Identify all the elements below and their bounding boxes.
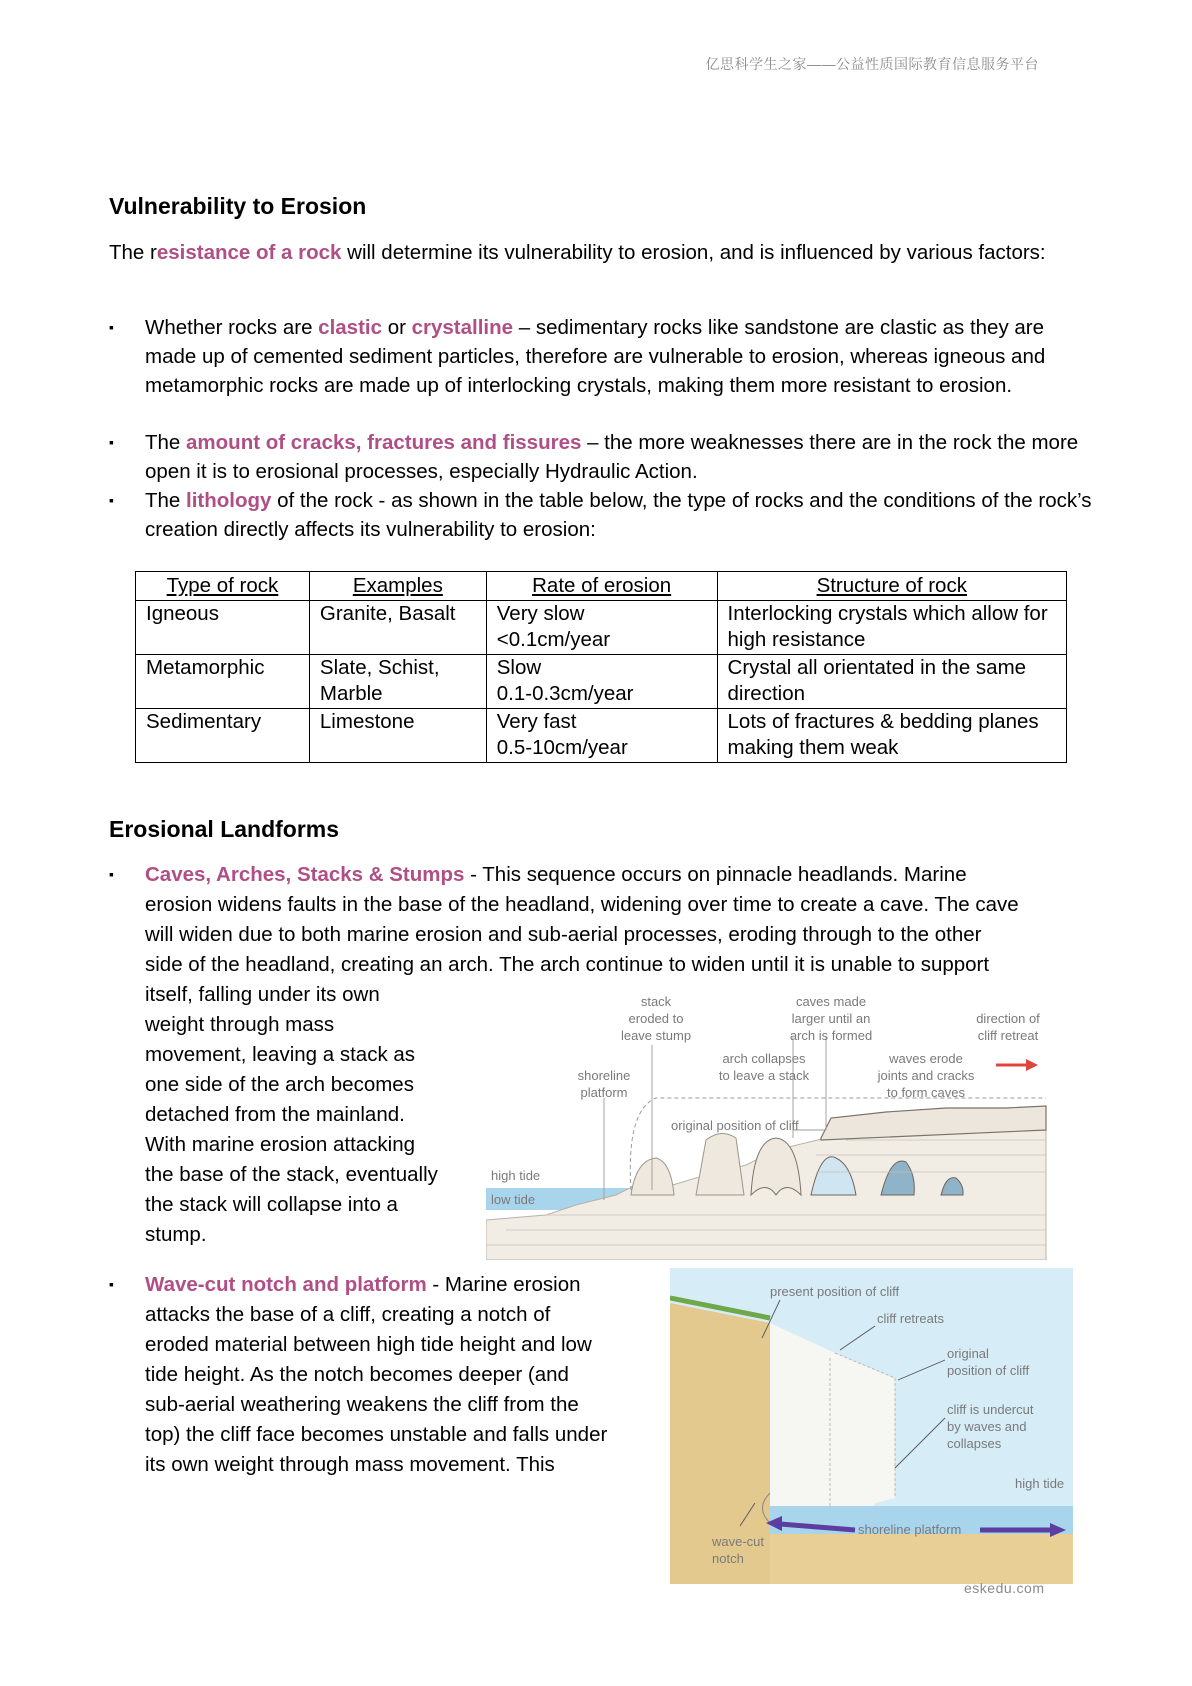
intro-highlight: esistance of a rock [156,241,342,264]
bullet-highlight: lithology [186,489,272,512]
caves-line: - This sequence occurs on pinnacle headlands. Marine [464,863,967,886]
bullet-text: of the rock - as shown in the table below, the type of rocks and the conditions of the rock’s creation directly affects its vulnerability to erosion: [145,489,1092,541]
notch-line: sub-aerial weathering weakens the cliff from the [145,1393,579,1416]
label-direction-retreat: direction of cliff retreat [976,1011,1040,1043]
header-site-title: 亿思科学生之家——公益性质国际教育信息服务平台 [705,56,1039,72]
rate-value: 0.5-10cm/year [496,736,628,759]
table-cell-structure: Crystal all orientated in the same direction [717,655,1066,709]
notch-line: attacks the base of a cliff, creating a notch of [145,1303,551,1326]
bullet-text: Whether rocks are [145,316,319,339]
bullet-highlight: crystalline [411,316,514,339]
label-wave-cut-notch: wave-cut notch [712,1534,765,1566]
table-cell-type: Metamorphic [136,655,310,709]
headland-erosion-diagram [486,990,1066,1260]
label-present-position: present position of cliff [770,1284,900,1299]
caves-line: itself, falling under its own [145,983,380,1006]
caves-line: erosion widens faults in the base of the headland, widening over time to create a cave. The cave [145,893,1019,916]
caves-line: detached from the mainland. [145,1103,405,1126]
bullet-highlight: amount of cracks, fractures and fissures [186,431,582,454]
notch-line: - Marine erosion [426,1273,581,1296]
label-waves-erode: waves erode joints and cracks to form caves [877,1051,975,1100]
rate-value: 0.1-0.3cm/year [496,682,634,705]
seabed [770,1534,1073,1584]
label-high-tide: high tide [491,1168,541,1183]
bullet-text: – sedimentary rocks like sandstone are clastic as they are made up of cemented sediment particles, therefore are vulnerable to erosion, whereas igneous and metamorphic rocks are made up of interlocking crystals, making them more resistant to erosion. [145,316,1046,397]
footer-domain: eskedu.com [964,1580,1045,1596]
caves-line: stump. [145,1223,207,1246]
label-shoreline-platform: shoreline platform [577,1068,631,1100]
bullet-text: The [145,431,187,454]
section-title-landforms: Erosional Landforms [109,816,340,842]
table-row [136,655,1067,709]
label-high-tide: high tide [1015,1476,1065,1491]
table-header-cell: Examples [309,572,486,601]
label-stack: stack eroded to leave stump [620,994,692,1043]
table-cell-rate [486,601,717,655]
caves-highlight: Caves, Arches, Stacks & Stumps [145,863,465,886]
table-cell-structure: Lots of fractures & bedding planes making them weak [717,709,1066,763]
label-original-position: original position of cliff [671,1118,799,1133]
bullet-lithology [109,486,1095,544]
label-original-position: original position of cliff [947,1346,1030,1378]
intro-pre: The r [109,241,157,264]
rate-label: Very slow [496,602,585,625]
notch-line: tide height. As the notch becomes deeper (and [145,1363,569,1386]
table-cell-structure: Interlocking crystals which allow for high resistance [717,601,1066,655]
rate-label: Slow [496,656,542,679]
notch-line: eroded material between high tide height and low [145,1333,592,1356]
bullet-text: or [382,316,412,339]
rate-value: <0.1cm/year [496,628,611,651]
table-header-row [136,572,1067,601]
rock-erosion-table [135,571,1067,763]
table-cell-examples: Slate, Schist, Marble [309,655,486,709]
table-cell-rate [486,655,717,709]
section-title-vulnerability: Vulnerability to Erosion [109,193,367,219]
caves-line: movement, leaving a stack as [145,1043,416,1066]
table-header-cell: Rate of erosion [486,572,717,601]
caves-line: the base of the stack, eventually [145,1163,438,1186]
intro-paragraph [109,238,1069,267]
table-cell-examples: Limestone [309,709,486,763]
label-arch-collapses: arch collapses to leave a stack [718,1051,810,1083]
caves-line: weight through mass [145,1013,335,1036]
intro-post: will determine its vulnerability to erosion, and is influenced by various factors: [341,241,1046,264]
caves-line: side of the headland, creating an arch. The arch continue to widen until it is unable to support [145,953,990,976]
label-low-tide: low tide [491,1192,536,1207]
notch-highlight: Wave-cut notch and platform [145,1273,427,1296]
table-cell-type: Igneous [136,601,310,655]
bullet-clastic [109,313,1095,400]
caves-line: one side of the arch becomes [145,1073,414,1096]
bullet-marker: ▪ [109,866,114,882]
notch-line: its own weight through mass movement. This [145,1453,555,1476]
rate-label: Very fast [496,710,577,733]
label-shoreline-platform: shoreline platform [858,1522,962,1537]
table-cell-rate [486,709,717,763]
label-caves-larger: caves made larger until an arch is formed [789,994,873,1043]
bullet-cracks [109,428,1095,486]
caves-line: the stack will collapse into a [145,1193,398,1216]
caves-line: will widen due to both marine erosion and sub-aerial processes, eroding through to the other [145,923,982,946]
table-row [136,601,1067,655]
bullet-marker: ▪ [109,1276,114,1292]
bullet-marker: ▪ [109,434,114,450]
table-cell-type: Sedimentary [136,709,310,763]
bullet-marker: ▪ [109,492,114,508]
wave-cut-platform-diagram [670,1268,1073,1584]
bullet-text: The [145,489,187,512]
table-row [136,709,1067,763]
bullet-notch [109,1270,669,1480]
table-header-cell: Type of rock [136,572,310,601]
bullet-text: – the more weaknesses there are in the rock the more open it is to erosional processes, especially Hydraulic Action. [145,431,1079,483]
caves-line: With marine erosion attacking [145,1133,416,1156]
label-undercut: cliff is undercut by waves and collapses [947,1402,1034,1451]
bullet-marker: ▪ [109,319,114,335]
table-cell-examples: Granite, Basalt [309,601,486,655]
notch-line: top) the cliff face becomes unstable and falls under [145,1423,608,1446]
bullet-highlight: clastic [318,316,382,339]
label-cliff-retreats: cliff retreats [877,1311,944,1326]
table-header-cell: Structure of rock [717,572,1066,601]
